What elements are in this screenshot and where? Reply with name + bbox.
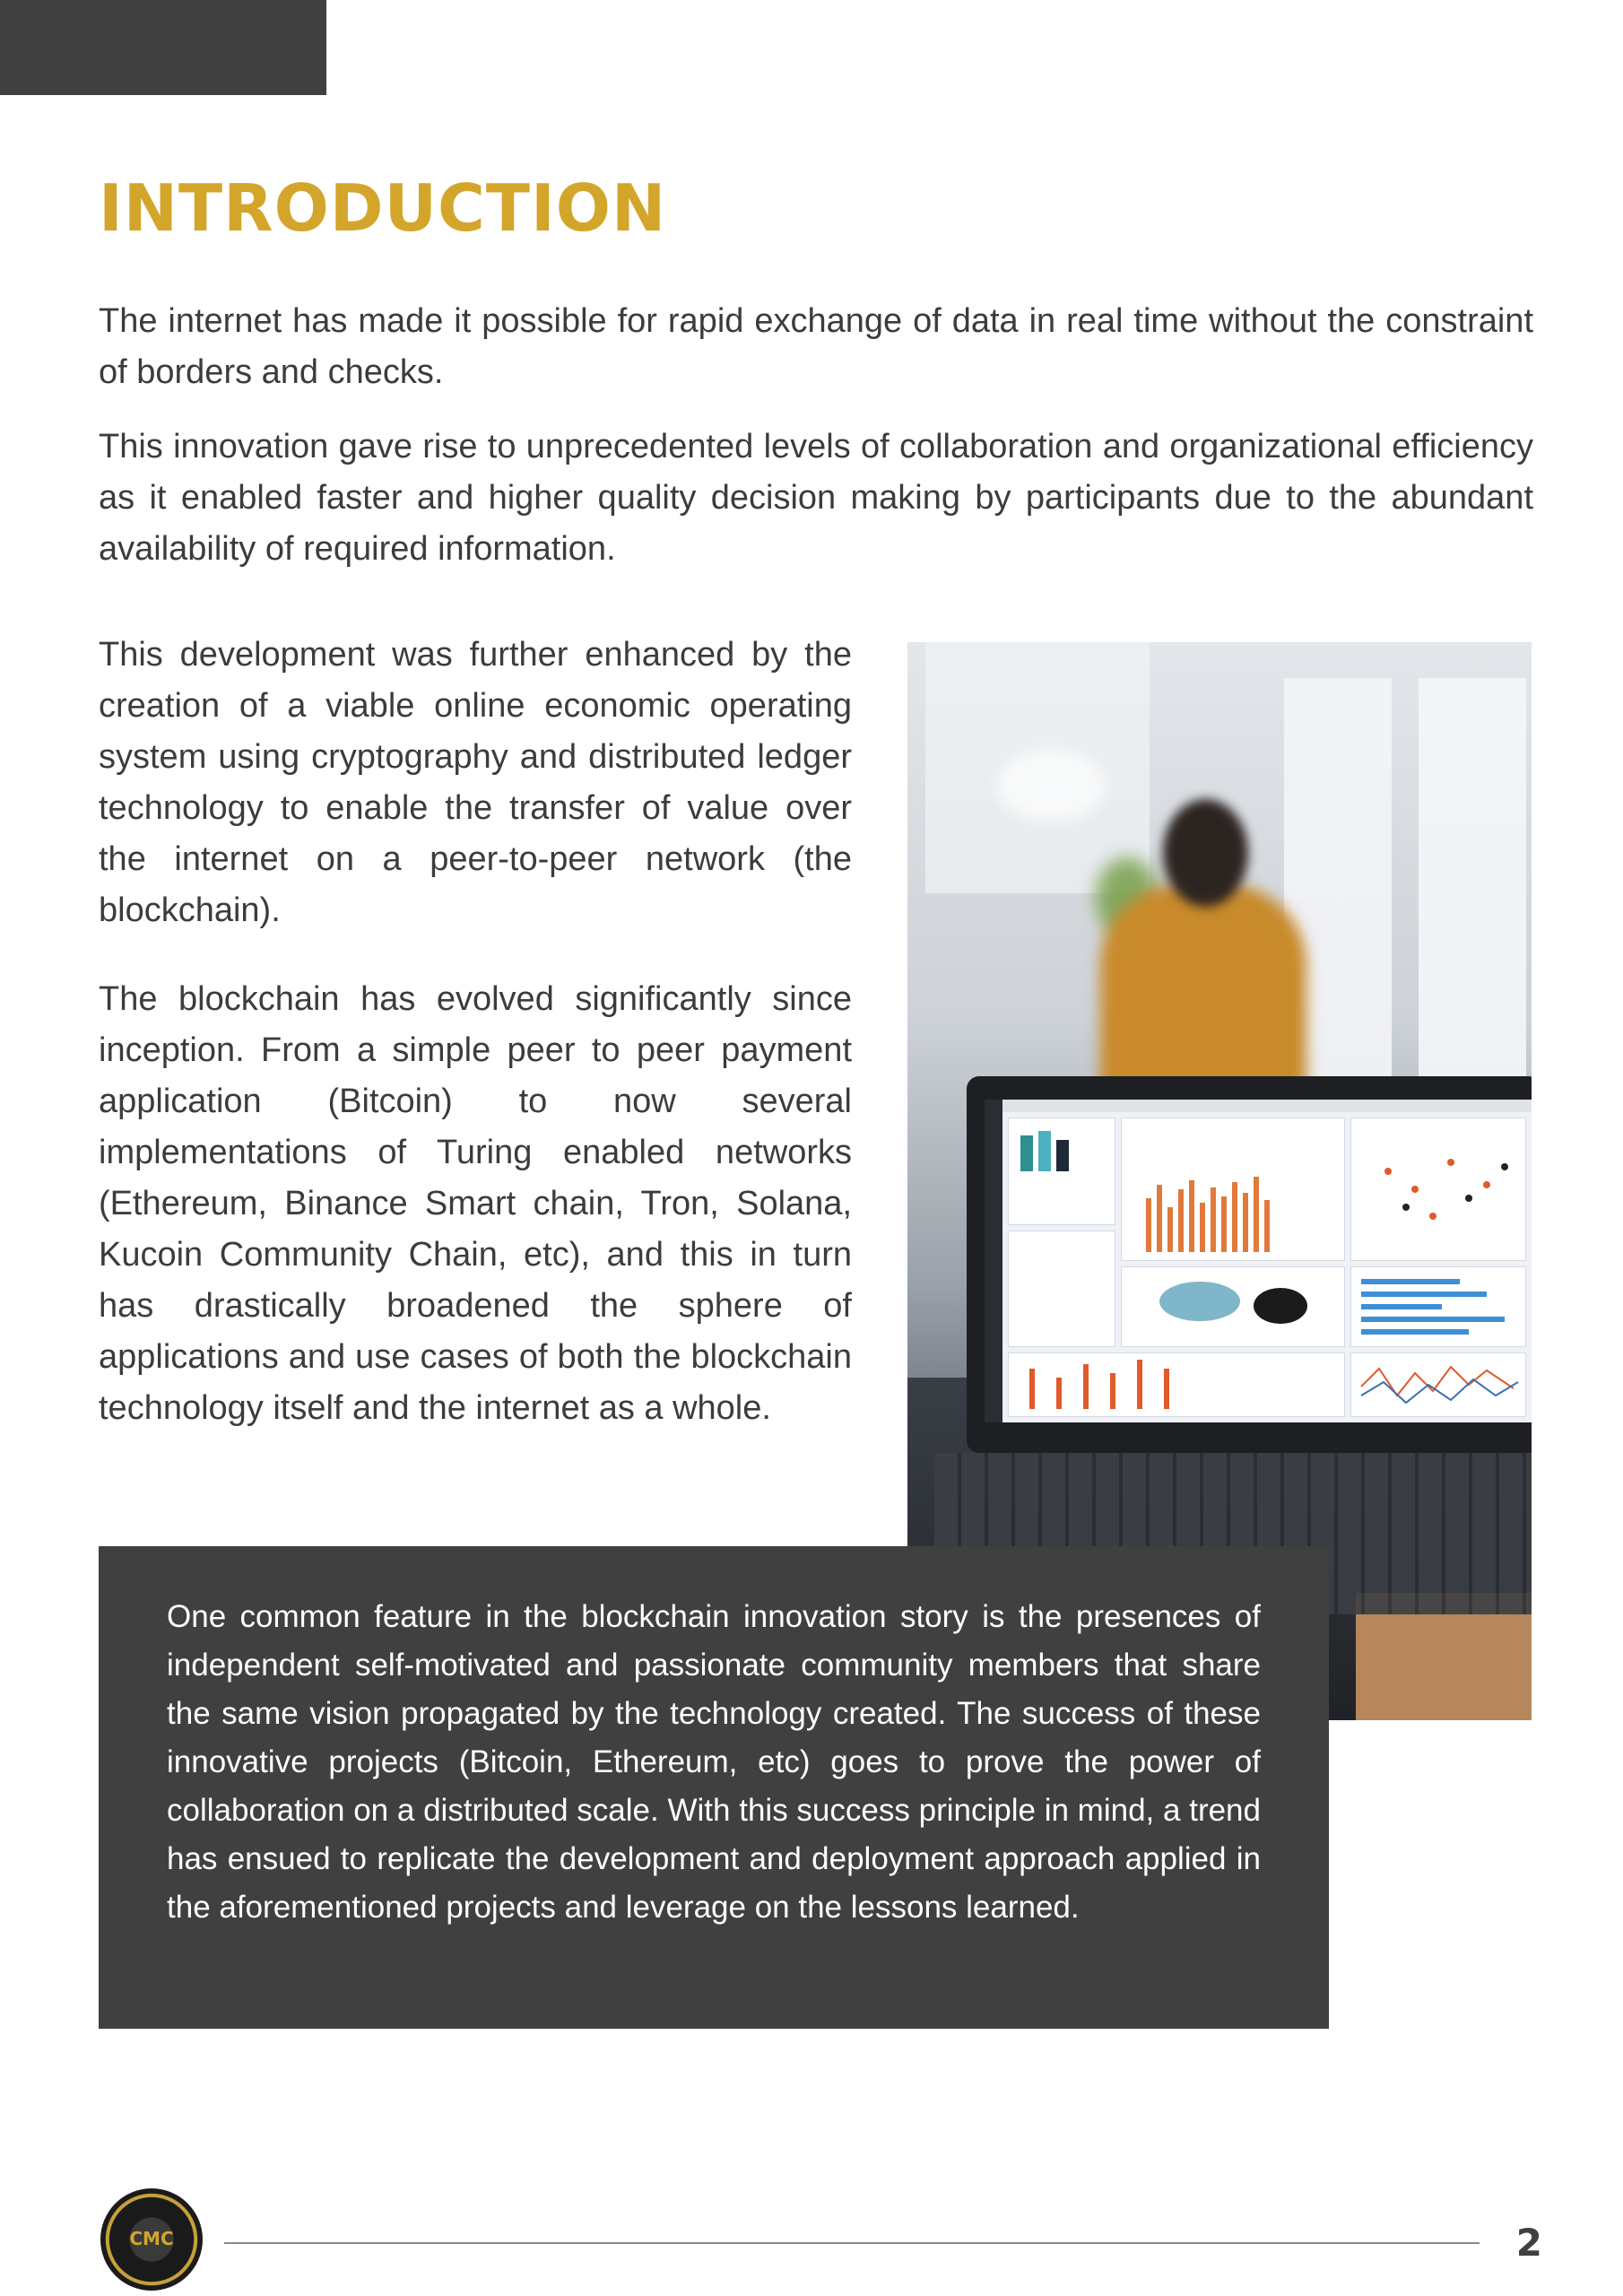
page-title: INTRODUCTION [99, 170, 667, 246]
intro-paragraph-4: The blockchain has evolved significantly since inception. From a simple peer to peer payment application (Bitcoin) to now several implementations of Turing enabled networks (Ethereum, Binance Smart chain, Tron, Solana, Kucoin Community Chain, etc), and this in turn has drastically broadened the sphere of applications and use cases of both the blockchain technology itself and the internet as a whole. [99, 980, 852, 1427]
callout-text: One common feature in the blockchain innovation story is the presences of independent self-motivated and passionate community members that share the same vision propagated by the technology created. The success of these innovative projects (Bitcoin, Ethereum, etc) goes to prove the power of collaboration on a distributed scale. With this success principle in mind, a trend has ensued to replicate the development and deployment approach applied in the aforementioned projects and leverage on the lessons learned. [167, 1599, 1261, 1925]
intro-paragraph-1: The internet has made it possible for rapid exchange of data in real time without the constraint of borders and checks. [99, 302, 1533, 391]
brand-logo-icon [100, 2188, 203, 2291]
intro-paragraph-3: This development was further enhanced by the creation of a viable online economic operating system using cryptography and distributed ledger technology to enable the transfer of value over the internet on a peer-to-peer network (the blockchain). [99, 636, 852, 929]
footer-divider [224, 2242, 1480, 2244]
page-number: 2 [1515, 2221, 1542, 2265]
intro-paragraph-2: This innovation gave rise to unprecedented levels of collaboration and organizational efficiency as it enabled faster and higher quality decision making by participants due to the abundant availability of required information. [99, 428, 1533, 568]
logo-text: CMC [129, 2228, 174, 2249]
top-accent-bar [0, 0, 326, 95]
laptop-screen [985, 1100, 1532, 1422]
